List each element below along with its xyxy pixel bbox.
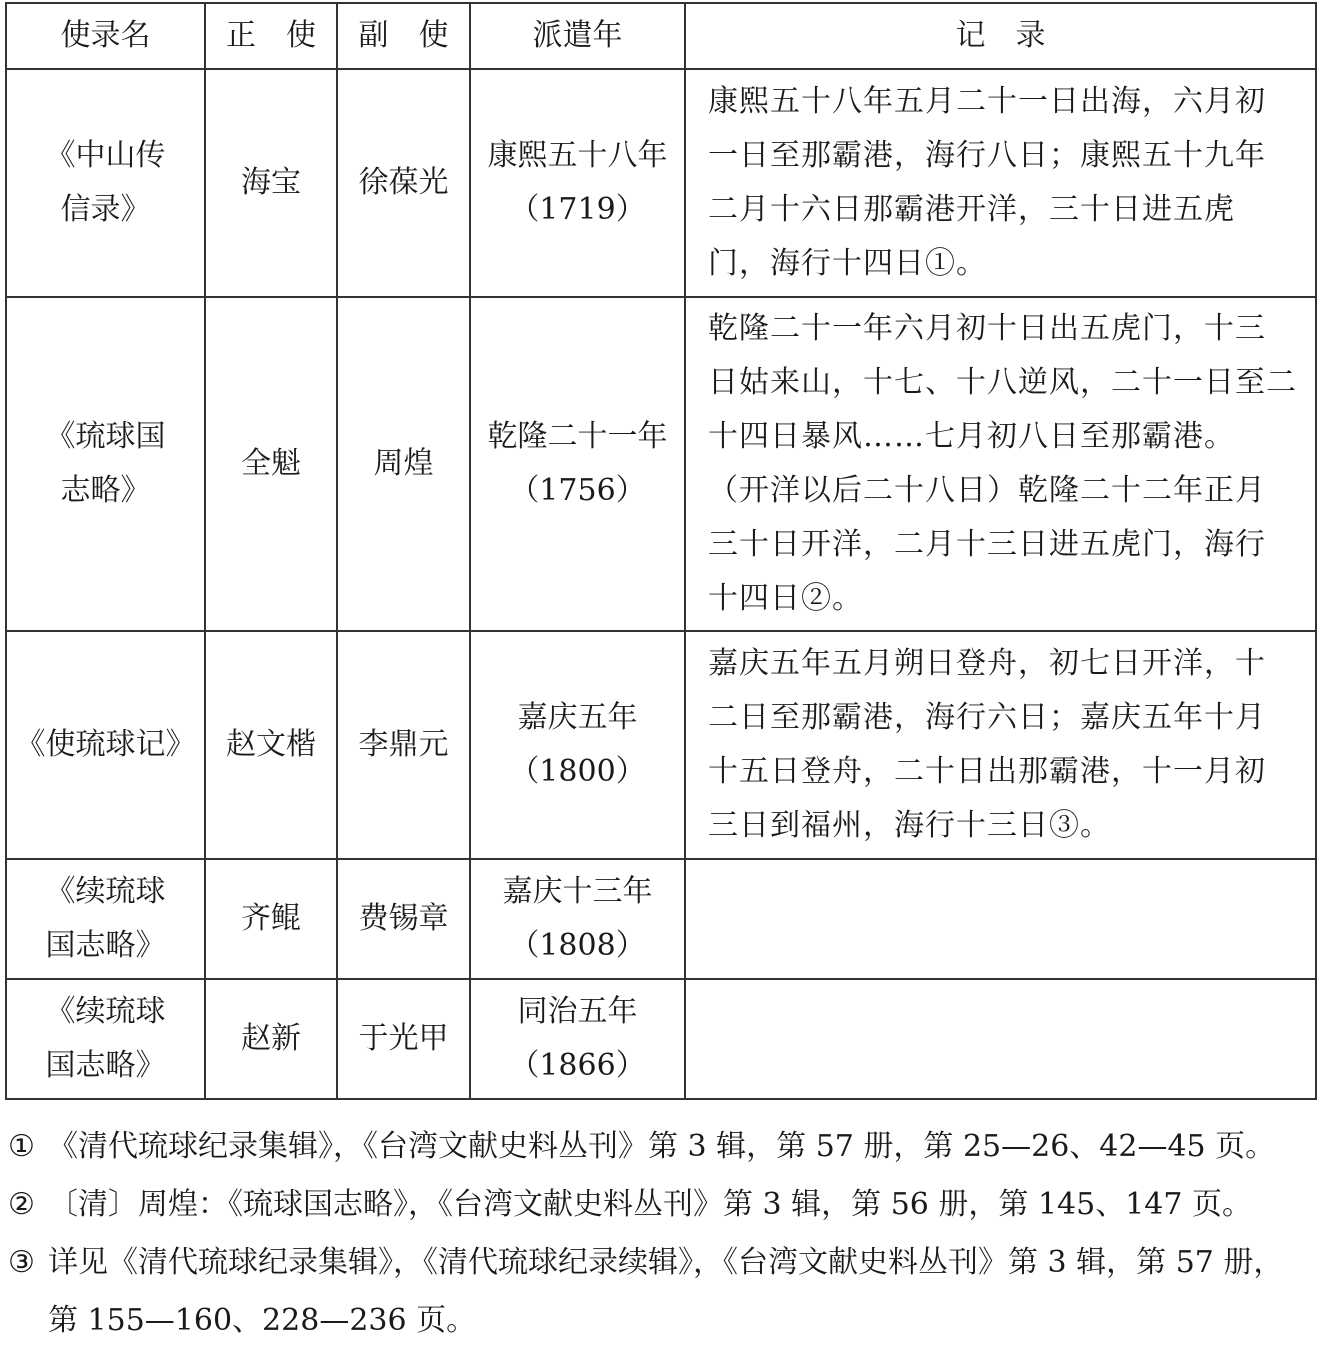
table-row (6, 979, 1316, 1099)
footnote (8, 1234, 1308, 1350)
record-name-cell (6, 69, 205, 297)
year-reign: 嘉庆五年 (517, 700, 638, 735)
record-name-line: 《中山传 (45, 138, 166, 173)
table-row (6, 297, 1316, 631)
header-record: 记 录 (685, 3, 1316, 69)
record-name-line: 国志略》 (45, 1048, 166, 1083)
header-envoy: 正 使 (205, 3, 337, 69)
record-line: 二日至那霸港，海行六日；嘉庆五年十月 (708, 700, 1266, 735)
record-name-line: 志略》 (60, 473, 151, 508)
record-line: 十五日登舟，二十日出那霸港，十一月初 (708, 754, 1266, 789)
envoy-records-table (5, 2, 1317, 1100)
footnote-text (48, 1118, 1308, 1176)
record-cell (685, 69, 1316, 297)
vice-envoy-cell: 费锡章 (337, 859, 470, 979)
vice-envoy-cell: 李鼎元 (337, 631, 470, 859)
year-reign: 嘉庆十三年 (502, 874, 653, 909)
record-line: 十四日②。 (708, 581, 863, 616)
year-cell (470, 631, 685, 859)
record-line: （开洋以后二十八日）乾隆二十二年正月 (708, 473, 1266, 508)
record-name-cell (6, 297, 205, 631)
footnote-mark: ① (8, 1129, 35, 1164)
record-line: 十四日暴风……七月初八日至那霸港。 (708, 419, 1235, 454)
record-name-line: 信录》 (60, 192, 151, 227)
record-line: 门，海行十四日①。 (708, 246, 987, 281)
record-cell (685, 631, 1316, 859)
envoy-cell: 海宝 (205, 69, 337, 297)
footnote-line: 详见《清代琉球纪录集辑》，《清代琉球纪录续辑》，《台湾文献史料丛刊》第 3 辑，第 57 册， (48, 1245, 1284, 1280)
header-year: 派遣年 (470, 3, 685, 69)
record-line: 三十日开洋，二月十三日进五虎门，海行 (708, 527, 1266, 562)
year-ad: （1756） (509, 473, 646, 508)
record-line: 一日至那霸港，海行八日；康熙五十九年 (708, 138, 1266, 173)
record-line: 嘉庆五年五月朔日登舟，初七日开洋，十 (708, 646, 1266, 681)
record-name-cell (6, 979, 205, 1099)
footnote-mark: ② (8, 1187, 35, 1222)
record-line: 二月十六日那霸港开洋，三十日进五虎 (708, 192, 1235, 227)
year-cell (470, 979, 685, 1099)
record-name-line: 《琉球国 (45, 419, 166, 454)
footnote-line: 第 155—160、228—236 页。 (48, 1303, 477, 1338)
year-reign: 乾隆二十一年 (487, 419, 668, 454)
footnote (8, 1118, 1308, 1176)
record-cell-empty (685, 979, 1316, 1099)
footnote (8, 1176, 1308, 1234)
footnotes (8, 1118, 1308, 1350)
year-ad: （1808） (509, 928, 646, 963)
footnote-line: 《清代琉球纪录集辑》，《台湾文献史料丛刊》第 3 辑，第 57 册，第 25—26、42—45 页。 (48, 1129, 1276, 1164)
year-cell (470, 69, 685, 297)
envoy-cell: 赵新 (205, 979, 337, 1099)
record-name-line: 《续琉球 (45, 874, 166, 909)
record-name-line: 《续琉球 (45, 994, 166, 1029)
record-name-cell (6, 859, 205, 979)
year-ad: （1866） (509, 1048, 646, 1083)
record-cell-empty (685, 859, 1316, 979)
vice-envoy-cell: 徐葆光 (337, 69, 470, 297)
header-name: 使录名 (6, 3, 205, 69)
year-ad: （1719） (509, 192, 646, 227)
footnote-text (48, 1234, 1308, 1350)
record-line: 康熙五十八年五月二十一日出海，六月初 (708, 84, 1266, 119)
header-vice: 副 使 (337, 3, 470, 69)
footnote-text (48, 1176, 1308, 1234)
record-name-line: 国志略》 (45, 928, 166, 963)
table-row (6, 631, 1316, 859)
vice-envoy-cell: 周煌 (337, 297, 470, 631)
vice-envoy-cell: 于光甲 (337, 979, 470, 1099)
envoy-cell: 赵文楷 (205, 631, 337, 859)
year-reign: 康熙五十八年 (487, 138, 668, 173)
footnote-line: 〔清〕周煌：《琉球国志略》，《台湾文献史料丛刊》第 3 辑，第 56 册，第 145、147 页。 (48, 1187, 1252, 1222)
record-line: 乾隆二十一年六月初十日出五虎门，十三 (708, 311, 1266, 346)
table-row (6, 859, 1316, 979)
year-cell (470, 859, 685, 979)
record-name-cell (6, 631, 205, 859)
envoy-cell: 全魁 (205, 297, 337, 631)
table-header-row (6, 3, 1316, 69)
record-line: 日姑来山，十七、十八逆风，二十一日至二 (708, 365, 1297, 400)
envoy-cell: 齐鲲 (205, 859, 337, 979)
year-cell (470, 297, 685, 631)
record-name-line: 《使琉球记》 (15, 727, 196, 762)
record-cell (685, 297, 1316, 631)
year-reign: 同治五年 (517, 994, 638, 1029)
footnote-mark: ③ (8, 1245, 35, 1280)
record-line: 三日到福州，海行十三日③。 (708, 808, 1111, 843)
table-row (6, 69, 1316, 297)
year-ad: （1800） (509, 754, 646, 789)
